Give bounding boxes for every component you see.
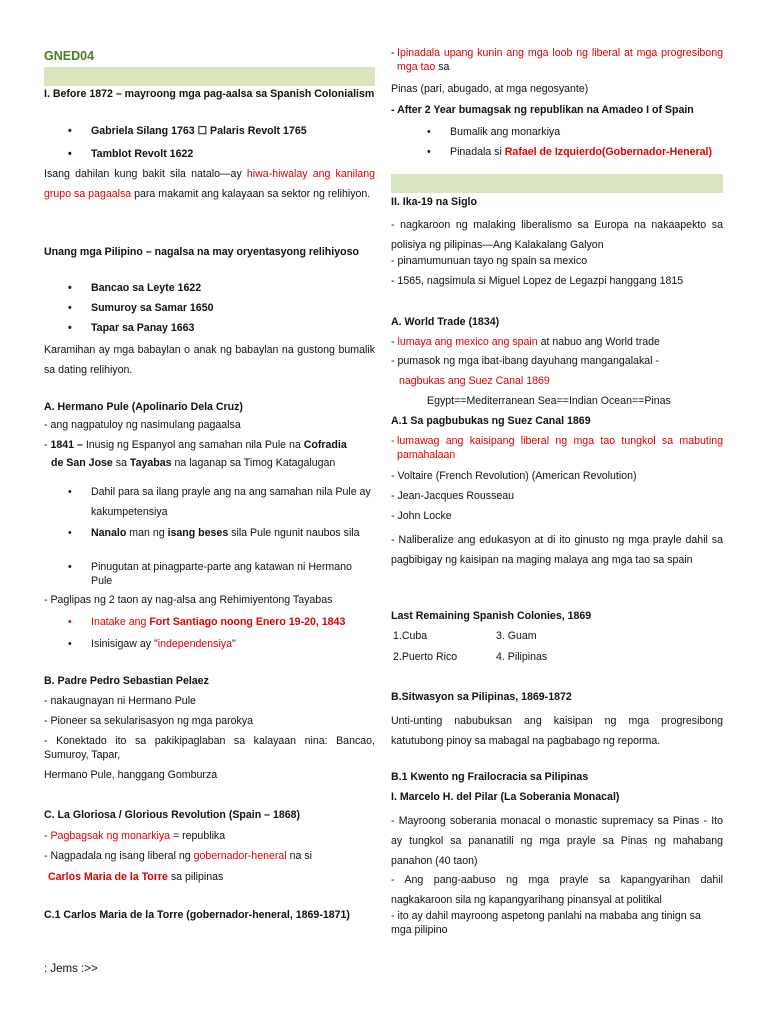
text: sa: [112, 457, 130, 469]
revolt-item: • Bancao sa Leyte 1622: [91, 282, 201, 296]
bold-text: isang beses: [167, 527, 229, 539]
line: Hermano Pule, hanggang Gomburza: [44, 769, 218, 781]
highlight-text: lumawag ang kaisipang liberal ng mga tao tungkol sa mabuting pamahalaan: [397, 435, 723, 461]
section-b1-heading: B.1 Kwento ng Frailocracia sa Pilipinas: [391, 771, 589, 783]
highlight-text: hiwa-hiwalay ang kanilang grupo sa pagaalsa: [44, 168, 375, 200]
text: Isang dahilan kung bakit sila natalo—ay: [44, 168, 247, 180]
sub-item: [450, 146, 722, 160]
line: - nakaugnayan ni Hermano Pule: [44, 695, 196, 707]
text: - Nagpadala ng isang liberal ng: [44, 850, 194, 862]
bold-text: Fort Santiago noong Enero 19-20, 1843: [149, 616, 346, 628]
line: - Pioneer sa sekularisasyon ng mga parokya: [44, 715, 254, 727]
line: - nagkaroon ng malaking liberalismo sa Europa na nakaapekto sa polisiya ng pilipinas—Ang Kalakalang Galyon: [391, 219, 723, 251]
paragraph: [44, 164, 375, 204]
line: [48, 871, 223, 885]
line: - Mayroong soberania monacal o monastic supremacy sa Pinas - Ito ay tungkol sa pananatili ng mga prayle sa Pinas ng mahabang panahon (40 taon): [391, 815, 723, 867]
line: - 1841 – Inusig ng Espanyol ang samahan nila Pule na Cofradia: [44, 439, 347, 451]
line: - Pagbagsak ng monarkiya = republika: [44, 830, 226, 842]
line: - John Locke: [391, 510, 452, 522]
highlight-text: nagbukas ang Suez Canal 1869: [399, 375, 550, 387]
line: - lumaya ang mexico ang spain at nabuo ang World trade: [391, 336, 660, 348]
highlight-text: lumaya ang mexico ang spain: [397, 336, 538, 348]
line: [51, 457, 335, 471]
text: para makamit ang kalayaan sa sektor ng relihiyon.: [131, 188, 371, 200]
colony-item: 1.Cuba: [393, 630, 428, 642]
text: Inatake ang: [91, 616, 150, 628]
line: - ito ay dahil mayroong aspetong panlahi na mababa ang tinign sa mga pilipino: [391, 910, 701, 936]
text: man ng: [126, 527, 168, 539]
section-c1-heading: C.1 Carlos Maria de la Torre (gobernador-heneral, 1869-1871): [44, 909, 350, 921]
line: - 1565, nagsimula si Miguel Lopez de Legazpi hanggang 1815: [391, 275, 684, 287]
section-ii-heading: II. Ika-19 na Siglo: [391, 196, 477, 208]
section-b-sitwasyon-heading: B.Sitwasyon sa Pilipinas, 1869-1872: [391, 691, 572, 703]
sub-item: • Dahil para sa ilang prayle ang na ang samahan nila Pule ay kakumpetensiya: [91, 482, 375, 522]
text: sa: [435, 60, 450, 73]
line: - pumasok ng mga ibat-ibang dayuhang mangangalakal -: [391, 355, 659, 367]
section-highlight-bar: [391, 174, 723, 193]
line: [44, 850, 375, 864]
dash: -: [391, 47, 395, 59]
revolt-item: • Tapar sa Panay 1663: [91, 322, 194, 336]
section-world-trade-heading: A. World Trade (1834): [391, 316, 500, 328]
footer-signature: : Jems :>>: [44, 963, 98, 975]
highlight-text: Carlos Maria de la Torre: [48, 871, 168, 883]
dash: -: [391, 435, 395, 447]
line: Pinas (pari, abugado, at mga negosyante): [391, 83, 589, 95]
line: - Paglipas ng 2 taon ay nag-alsa ang Rehimiyentong Tayabas: [44, 594, 333, 606]
colony-item: 4. Pilipinas: [496, 651, 548, 663]
line: - After 2 Year bumagsak ng republikan na Amadeo I of Spain: [391, 104, 694, 116]
section-a1-heading: A.1 Sa pagbubukas ng Suez Canal 1869: [391, 415, 591, 427]
text: sila Pule ngunit naubos sila: [228, 527, 360, 539]
line: - Naliberalize ang edukasyon at di ito ginusto ng mga prayle dahil sa pagbibigay ng kaisipan na maging malaya ang mga tao sa spain: [391, 534, 723, 566]
line: - Ang pang-aabuso ng mga prayle sa kapangyarihan dahil nagkakaroon sila ng kapangyarihang pinansyal at politikal: [391, 874, 723, 906]
sub-item: [91, 638, 236, 652]
line: - Konektado ito sa pakikipaglaban sa kalayaan nina: Bancao, Sumuroy, Tapar,: [44, 735, 375, 761]
line: [391, 47, 723, 75]
section-2-heading: Unang mga Pilipino – nagalsa na may oryentasyong relihiyoso: [44, 246, 359, 258]
sub-item: • Pinugutan at pinagparte-parte ang katawan ni Hermano Pule: [91, 561, 375, 589]
text: na si: [286, 850, 312, 862]
subsection-heading: I. Marcelo H. del Pilar (La Soberania Monacal): [391, 791, 620, 803]
bold-text: Tayabas: [129, 457, 172, 469]
line: - pinamumunuan tayo ng spain sa mexico: [391, 255, 588, 267]
page-title: GNED04: [44, 49, 95, 63]
text: sa pilipinas: [167, 871, 224, 883]
bold-text: 1841 –: [50, 439, 83, 451]
bold-text: Nanalo: [91, 527, 127, 539]
text: na laganap sa Timog Katagalugan: [171, 457, 336, 469]
line: [391, 435, 723, 463]
paragraph: Karamihan ay mga babaylan o anak ng babaylan na gustong bumalik sa dating relihiyon.: [44, 344, 375, 376]
text: ": [231, 638, 236, 650]
text: at nabuo ang World trade: [537, 336, 660, 348]
colony-item: 3. Guam: [496, 630, 537, 642]
revolt-item: • Tamblot Revolt 1622: [91, 148, 193, 162]
revolt-item: • Sumuroy sa Samar 1650: [91, 302, 214, 316]
text: Isinisigaw ay ": [91, 638, 158, 650]
bold-text: de San Jose: [51, 457, 113, 469]
text: = republika: [170, 830, 226, 842]
highlight-text: Rafael de Izquierdo(Gobernador-Heneral): [504, 146, 712, 158]
line: - ang nagpatuloy ng nasimulang pagaalsa: [44, 419, 241, 431]
text: Inusig ng Espanyol ang samahan nila Pule na: [82, 439, 304, 451]
highlight-text: Pagbagsak ng monarkiya: [50, 830, 171, 842]
section-a-heading: A. Hermano Pule (Apolinario Dela Cruz): [44, 401, 243, 413]
section-b-heading: B. Padre Pedro Sebastian Pelaez: [44, 675, 209, 687]
revolt-item: • Gabriela Silang 1763 ☐ Palaris Revolt 1765: [91, 125, 307, 139]
paragraph: Unti-unting nabubuksan ang kaisipan ng mga progresibong katutubong pinoy sa mabagal na pagbabago ng reporma.: [391, 715, 723, 747]
title-highlight-bar: [44, 67, 375, 86]
highlight-text: independensiya: [157, 638, 232, 650]
section-c-heading: C. La Gloriosa / Glorious Revolution (Spain – 1868): [44, 809, 301, 821]
sub-item: [91, 527, 375, 541]
section-1-heading: I. Before 1872 – mayroong mga pag-aalsa sa Spanish Colonialism: [44, 88, 375, 100]
text: Pinadala si: [450, 146, 505, 158]
sub-item: [91, 616, 345, 630]
line: - Voltaire (French Revolution) (American Revolution): [391, 470, 637, 482]
highlight-text: Ipinadala upang kunin ang mga loob ng liberal at mga progresibong mga tao: [397, 47, 723, 73]
line: - Jean-Jacques Rousseau: [391, 490, 515, 502]
colony-item: 2.Puerto Rico: [393, 651, 458, 663]
line: Egypt==Mediterranean Sea==Indian Ocean==Pinas: [427, 395, 671, 407]
highlight-text: gobernador-heneral: [193, 850, 287, 862]
colonies-heading: Last Remaining Spanish Colonies, 1869: [391, 610, 592, 622]
sub-item: • Bumalik ang monarkiya: [450, 126, 560, 140]
bold-text: Cofradia: [303, 439, 347, 451]
